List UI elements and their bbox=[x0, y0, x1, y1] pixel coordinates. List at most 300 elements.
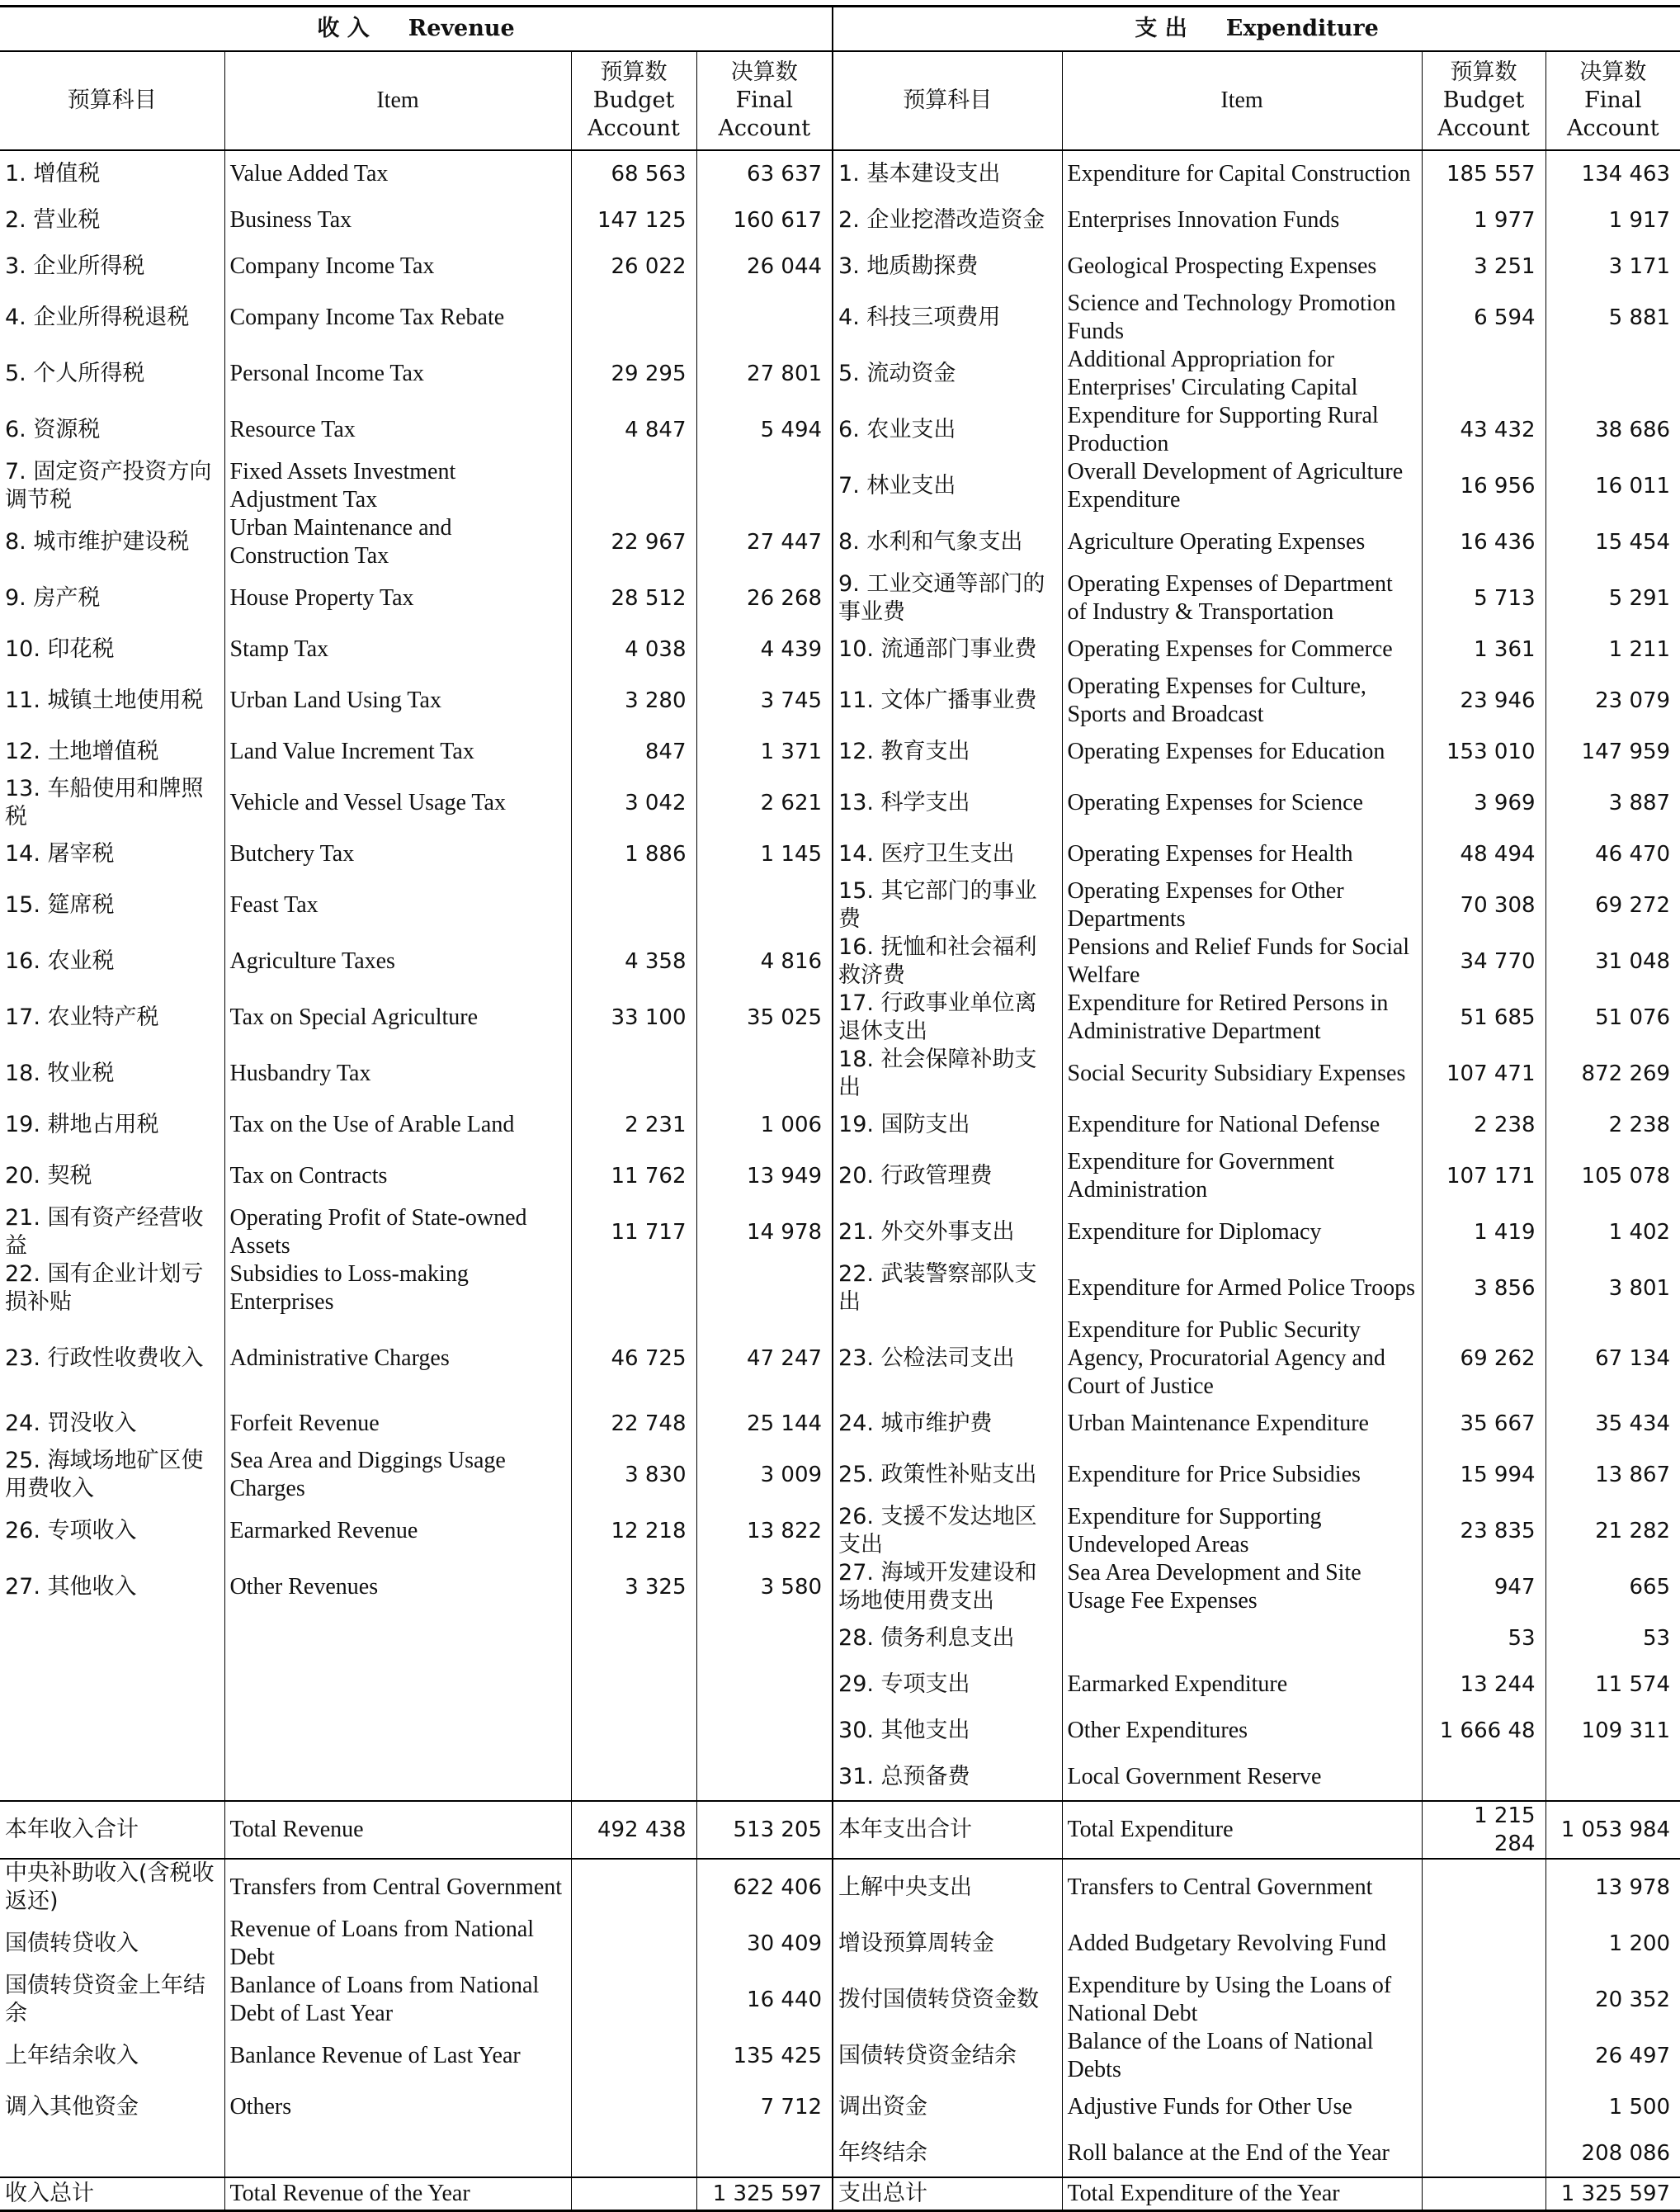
revenue-item-en: Feast Tax bbox=[224, 877, 571, 933]
expenditure-category-zh: 12. 教育支出 bbox=[833, 729, 1062, 775]
expenditure-budget-value: 16 436 bbox=[1422, 514, 1546, 570]
revenue-final-value: 160 617 bbox=[696, 197, 833, 243]
col-header-budget: 预算数 Budget Account bbox=[571, 51, 696, 150]
expenditure-final-value: 67 134 bbox=[1546, 1316, 1680, 1401]
revenue-final-value: 3 580 bbox=[696, 1559, 833, 1615]
expenditure-category-zh: 增设预算周转金 bbox=[833, 1916, 1062, 1972]
revenue-final-value: 26 044 bbox=[696, 243, 833, 290]
table-row bbox=[0, 243, 1680, 290]
revenue-category-zh bbox=[0, 1615, 224, 1661]
revenue-final-value: 4 816 bbox=[696, 933, 833, 990]
col-header-budget: 预算数 Budget Account bbox=[1422, 51, 1546, 150]
expenditure-final-value: 53 bbox=[1546, 1615, 1680, 1661]
revenue-category-zh: 26. 专项收入 bbox=[5, 1518, 137, 1543]
revenue-budget-value: 3 830 bbox=[571, 1447, 696, 1503]
revenue-item-en: Company Income Tax bbox=[224, 243, 571, 290]
revenue-item-en: Transfers from Central Government bbox=[224, 1859, 571, 1916]
expenditure-item-en: Expenditure for Retired Persons in Administrative Department bbox=[1062, 990, 1422, 1046]
expenditure-budget-value: 2 238 bbox=[1422, 1102, 1546, 1148]
expenditure-final-value: 20 352 bbox=[1546, 1972, 1680, 2028]
revenue-final-value bbox=[696, 1260, 833, 1316]
expenditure-category-zh: 拨付国债转贷资金数 bbox=[833, 1972, 1062, 2028]
revenue-budget-value: 4 358 bbox=[571, 933, 696, 990]
expenditure-item-en: Roll balance at the End of the Year bbox=[1062, 2130, 1422, 2177]
revenue-budget-value: 11 762 bbox=[571, 1148, 696, 1204]
expenditure-category-zh: 31. 总预备费 bbox=[833, 1754, 1062, 1801]
expenditure-category-zh: 24. 城市维护费 bbox=[833, 1401, 1062, 1447]
expenditure-category-zh: 23. 公检法司支出 bbox=[833, 1316, 1062, 1401]
revenue-final-value: 7 712 bbox=[696, 2084, 833, 2130]
revenue-category-zh bbox=[0, 2130, 224, 2177]
expenditure-category-zh: 15. 其它部门的事业费 bbox=[833, 877, 1062, 933]
revenue-budget-value bbox=[571, 1046, 696, 1102]
expenditure-item-en: Expenditure for Public Security Agency, Procuratorial Agency and Court of Justice bbox=[1062, 1316, 1422, 1401]
revenue-category-zh: 中央补助收入(含税收返还) bbox=[5, 1860, 215, 1914]
expenditure-final-value: 13 978 bbox=[1546, 1859, 1680, 1916]
expenditure-item-en: Expenditure for Capital Construction bbox=[1062, 150, 1422, 197]
expenditure-final-value: 109 311 bbox=[1546, 1708, 1680, 1754]
expenditure-final-value: 5 291 bbox=[1546, 570, 1680, 626]
revenue-final-value: 25 144 bbox=[696, 1401, 833, 1447]
expenditure-final-value: 208 086 bbox=[1546, 2130, 1680, 2177]
expenditure-item-en: Social Security Subsidiary Expenses bbox=[1062, 1046, 1422, 1102]
total-expenditure-final: 1 053 984 bbox=[1546, 1801, 1680, 1859]
revenue-category-zh bbox=[0, 1661, 224, 1708]
expenditure-budget-value: 51 685 bbox=[1422, 990, 1546, 1046]
revenue-final-value: 1 006 bbox=[696, 1102, 833, 1148]
revenue-final-value bbox=[696, 2130, 833, 2177]
revenue-final-value: 14 978 bbox=[696, 1204, 833, 1260]
table-row bbox=[0, 1046, 1680, 1102]
grand-revenue-final: 1 325 597 bbox=[696, 2177, 833, 2211]
expenditure-budget-value: 1 361 bbox=[1422, 626, 1546, 673]
revenue-budget-value: 3 280 bbox=[571, 673, 696, 729]
expenditure-item-en: Operating Expenses for Culture, Sports and Broadcast bbox=[1062, 673, 1422, 729]
table-row bbox=[0, 570, 1680, 626]
revenue-item-en: Stamp Tax bbox=[224, 626, 571, 673]
total-revenue-en: Total Revenue bbox=[224, 1801, 571, 1859]
revenue-category-zh: 5. 个人所得税 bbox=[5, 361, 145, 386]
revenue-budget-value bbox=[571, 1916, 696, 1972]
revenue-item-en: Personal Income Tax bbox=[224, 346, 571, 402]
revenue-final-value: 27 801 bbox=[696, 346, 833, 402]
expenditure-item-en: Added Budgetary Revolving Fund bbox=[1062, 1916, 1422, 1972]
revenue-budget-value bbox=[571, 1754, 696, 1801]
revenue-budget-value: 28 512 bbox=[571, 570, 696, 626]
revenue-category-zh: 11. 城镇土地使用税 bbox=[5, 688, 204, 713]
revenue-category-zh: 22. 国有企业计划亏损补贴 bbox=[5, 1261, 204, 1315]
revenue-final-value bbox=[696, 1754, 833, 1801]
expenditure-final-value: 51 076 bbox=[1546, 990, 1680, 1046]
revenue-category-zh: 3. 企业所得税 bbox=[5, 253, 145, 279]
expenditure-budget-value: 43 432 bbox=[1422, 402, 1546, 458]
expenditure-final-value: 3 887 bbox=[1546, 775, 1680, 831]
expenditure-budget-value: 107 471 bbox=[1422, 1046, 1546, 1102]
expenditure-final-value: 35 434 bbox=[1546, 1401, 1680, 1447]
expenditure-final-value: 1 211 bbox=[1546, 626, 1680, 673]
col-header-item: Item bbox=[224, 51, 571, 150]
expenditure-final-value: 1 917 bbox=[1546, 197, 1680, 243]
expenditure-budget-value: 23 835 bbox=[1422, 1503, 1546, 1559]
table-row bbox=[0, 1316, 1680, 1401]
expenditure-budget-value: 1 666 48 bbox=[1422, 1708, 1546, 1754]
expenditure-item-en: Enterprises Innovation Funds bbox=[1062, 197, 1422, 243]
revenue-category-zh: 23. 行政性收费收入 bbox=[5, 1345, 204, 1371]
expenditure-category-zh: 2. 企业挖潜改造资金 bbox=[833, 197, 1062, 243]
table-row bbox=[0, 1972, 1680, 2028]
revenue-item-en: Resource Tax bbox=[224, 402, 571, 458]
table-row bbox=[0, 673, 1680, 729]
expenditure-budget-value: 107 171 bbox=[1422, 1148, 1546, 1204]
revenue-item-en: Tax on Special Agriculture bbox=[224, 990, 571, 1046]
revenue-budget-value: 4 038 bbox=[571, 626, 696, 673]
budget-table bbox=[0, 5, 1680, 2212]
expenditure-final-value: 134 463 bbox=[1546, 150, 1680, 197]
revenue-budget-value: 29 295 bbox=[571, 346, 696, 402]
expenditure-category-zh: 16. 抚恤和社会福利救济费 bbox=[833, 933, 1062, 990]
table-row bbox=[0, 1401, 1680, 1447]
expenditure-category-zh: 27. 海域开发建设和场地使用费支出 bbox=[833, 1559, 1062, 1615]
expenditure-item-en: Operating Expenses for Health bbox=[1062, 831, 1422, 877]
expenditure-final-value: 11 574 bbox=[1546, 1661, 1680, 1708]
expenditure-item-en: Local Government Reserve bbox=[1062, 1754, 1422, 1801]
col-header-final: 决算数 Final Account bbox=[1546, 51, 1680, 150]
expenditure-final-value: 69 272 bbox=[1546, 877, 1680, 933]
expenditure-budget-value: 3 856 bbox=[1422, 1260, 1546, 1316]
expenditure-final-value: 1 200 bbox=[1546, 1916, 1680, 1972]
table-row bbox=[0, 290, 1680, 346]
revenue-section-title bbox=[0, 7, 833, 52]
expenditure-item-en: Adjustive Funds for Other Use bbox=[1062, 2084, 1422, 2130]
expenditure-section-title bbox=[833, 7, 1680, 52]
revenue-item-en: Forfeit Revenue bbox=[224, 1401, 571, 1447]
revenue-category-zh: 4. 企业所得税退税 bbox=[5, 305, 190, 330]
revenue-budget-value: 22 748 bbox=[571, 1401, 696, 1447]
table-row bbox=[0, 1447, 1680, 1503]
expenditure-item-en: Sea Area Development and Site Usage Fee Expenses bbox=[1062, 1559, 1422, 1615]
expenditure-item-en: Operating Expenses for Other Departments bbox=[1062, 877, 1422, 933]
revenue-category-zh: 13. 车船使用和牌照税 bbox=[5, 776, 204, 830]
expenditure-final-value: 26 497 bbox=[1546, 2028, 1680, 2084]
revenue-budget-value: 147 125 bbox=[571, 197, 696, 243]
revenue-final-value: 13 822 bbox=[696, 1503, 833, 1559]
revenue-budget-value: 46 725 bbox=[571, 1316, 696, 1401]
expenditure-category-zh: 年终结余 bbox=[833, 2130, 1062, 2177]
col-header-final: 决算数 Final Account bbox=[696, 51, 833, 150]
revenue-final-value bbox=[696, 1046, 833, 1102]
table-row bbox=[0, 458, 1680, 514]
col-header-budget-item: 预算科目 bbox=[0, 51, 224, 150]
revenue-budget-value bbox=[571, 1859, 696, 1916]
expenditure-budget-value: 153 010 bbox=[1422, 729, 1546, 775]
revenue-category-zh: 12. 土地增值税 bbox=[5, 739, 159, 764]
expenditure-budget-value bbox=[1422, 2028, 1546, 2084]
revenue-category-zh: 上年结余收入 bbox=[5, 2043, 139, 2068]
revenue-category-zh: 2. 营业税 bbox=[5, 207, 101, 233]
table-row bbox=[0, 1754, 1680, 1801]
expenditure-category-zh: 20. 行政管理费 bbox=[833, 1148, 1062, 1204]
expenditure-category-zh: 上解中央支出 bbox=[833, 1859, 1062, 1916]
revenue-item-en: Husbandry Tax bbox=[224, 1046, 571, 1102]
expenditure-category-zh: 30. 其他支出 bbox=[833, 1708, 1062, 1754]
expenditure-budget-value: 6 594 bbox=[1422, 290, 1546, 346]
expenditure-item-en: Expenditure for Price Subsidies bbox=[1062, 1447, 1422, 1503]
revenue-item-en: Subsidies to Loss-making Enterprises bbox=[224, 1260, 571, 1316]
expenditure-final-value: 872 269 bbox=[1546, 1046, 1680, 1102]
expenditure-final-value bbox=[1546, 346, 1680, 402]
revenue-budget-value: 22 967 bbox=[571, 514, 696, 570]
expenditure-final-value: 16 011 bbox=[1546, 458, 1680, 514]
expenditure-item-en: Balance of the Loans of National Debts bbox=[1062, 2028, 1422, 2084]
expenditure-category-zh: 8. 水利和气象支出 bbox=[833, 514, 1062, 570]
revenue-final-value: 16 440 bbox=[696, 1972, 833, 2028]
revenue-category-zh: 18. 牧业税 bbox=[5, 1061, 115, 1086]
expenditure-budget-value bbox=[1422, 2084, 1546, 2130]
expenditure-budget-value: 947 bbox=[1422, 1559, 1546, 1615]
table-row bbox=[0, 2130, 1680, 2177]
col-header-item: Item bbox=[1062, 51, 1422, 150]
revenue-budget-value: 11 717 bbox=[571, 1204, 696, 1260]
revenue-category-zh: 19. 耕地占用税 bbox=[5, 1112, 159, 1137]
revenue-item-en: Value Added Tax bbox=[224, 150, 571, 197]
expenditure-category-zh: 7. 林业支出 bbox=[833, 458, 1062, 514]
revenue-category-zh: 国债转贷收入 bbox=[5, 1931, 139, 1956]
total-expenditure-zh: 本年支出合计 bbox=[833, 1801, 1062, 1859]
expenditure-category-zh: 6. 农业支出 bbox=[833, 402, 1062, 458]
revenue-item-en: Tax on the Use of Arable Land bbox=[224, 1102, 571, 1148]
revenue-item-en bbox=[224, 2130, 571, 2177]
expenditure-category-zh: 11. 文体广播事业费 bbox=[833, 673, 1062, 729]
expenditure-category-zh: 21. 外交外事支出 bbox=[833, 1204, 1062, 1260]
expenditure-final-value: 1 402 bbox=[1546, 1204, 1680, 1260]
grand-revenue-en: Total Revenue of the Year bbox=[224, 2177, 571, 2211]
table-row bbox=[0, 1615, 1680, 1661]
revenue-final-value bbox=[696, 1708, 833, 1754]
expenditure-budget-value bbox=[1422, 1859, 1546, 1916]
expenditure-budget-value: 1 977 bbox=[1422, 197, 1546, 243]
expenditure-budget-value: 15 994 bbox=[1422, 1447, 1546, 1503]
expenditure-category-zh: 国债转贷资金结余 bbox=[833, 2028, 1062, 2084]
revenue-budget-value bbox=[571, 2028, 696, 2084]
expenditure-item-en: Expenditure for National Defense bbox=[1062, 1102, 1422, 1148]
revenue-item-en: Administrative Charges bbox=[224, 1316, 571, 1401]
grand-total-row bbox=[0, 2177, 1680, 2211]
revenue-budget-value bbox=[571, 1260, 696, 1316]
expenditure-budget-value bbox=[1422, 346, 1546, 402]
revenue-item-en: Urban Land Using Tax bbox=[224, 673, 571, 729]
expenditure-budget-value: 3 969 bbox=[1422, 775, 1546, 831]
revenue-item-en bbox=[224, 1708, 571, 1754]
expenditure-budget-value: 5 713 bbox=[1422, 570, 1546, 626]
revenue-final-value: 30 409 bbox=[696, 1916, 833, 1972]
expenditure-category-zh: 22. 武装警察部队支出 bbox=[833, 1260, 1062, 1316]
table-row bbox=[0, 1148, 1680, 1204]
revenue-item-en: Earmarked Revenue bbox=[224, 1503, 571, 1559]
revenue-item-en: Revenue of Loans from National Debt bbox=[224, 1916, 571, 1972]
revenue-final-value: 3 745 bbox=[696, 673, 833, 729]
expenditure-final-value: 2 238 bbox=[1546, 1102, 1680, 1148]
grand-expenditure-zh: 支出总计 bbox=[833, 2177, 1062, 2211]
revenue-budget-value bbox=[571, 1661, 696, 1708]
revenue-final-value: 1 371 bbox=[696, 729, 833, 775]
table-row bbox=[0, 1204, 1680, 1260]
expenditure-final-value: 3 171 bbox=[1546, 243, 1680, 290]
revenue-title-zh: 收 入 bbox=[317, 16, 370, 41]
expenditure-budget-value: 34 770 bbox=[1422, 933, 1546, 990]
table-row bbox=[0, 729, 1680, 775]
table-row bbox=[0, 775, 1680, 831]
revenue-category-zh: 1. 增值税 bbox=[5, 161, 101, 187]
revenue-budget-value bbox=[571, 2084, 696, 2130]
expenditure-final-value: 13 867 bbox=[1546, 1447, 1680, 1503]
revenue-item-en: Urban Maintenance and Construction Tax bbox=[224, 514, 571, 570]
expenditure-final-value: 1 500 bbox=[1546, 2084, 1680, 2130]
revenue-title-en: Revenue bbox=[408, 16, 515, 41]
revenue-budget-value: 12 218 bbox=[571, 1503, 696, 1559]
expenditure-final-value: 3 801 bbox=[1546, 1260, 1680, 1316]
expenditure-item-en: Expenditure by Using the Loans of National Debt bbox=[1062, 1972, 1422, 2028]
revenue-final-value: 2 621 bbox=[696, 775, 833, 831]
expenditure-final-value: 31 048 bbox=[1546, 933, 1680, 990]
revenue-budget-value: 2 231 bbox=[571, 1102, 696, 1148]
expenditure-item-en: Agriculture Operating Expenses bbox=[1062, 514, 1422, 570]
expenditure-item-en: Expenditure for Armed Police Troops bbox=[1062, 1260, 1422, 1316]
totals-row bbox=[0, 1801, 1680, 1859]
expenditure-category-zh: 19. 国防支出 bbox=[833, 1102, 1062, 1148]
revenue-category-zh: 6. 资源税 bbox=[5, 417, 101, 442]
expenditure-final-value: 15 454 bbox=[1546, 514, 1680, 570]
expenditure-category-zh: 29. 专项支出 bbox=[833, 1661, 1062, 1708]
expenditure-item-en: Additional Appropriation for Enterprises' Circulating Capital bbox=[1062, 346, 1422, 402]
expenditure-budget-value: 48 494 bbox=[1422, 831, 1546, 877]
revenue-final-value: 35 025 bbox=[696, 990, 833, 1046]
section-header-row bbox=[0, 7, 1680, 52]
expenditure-item-en: Urban Maintenance Expenditure bbox=[1062, 1401, 1422, 1447]
expenditure-item-en: Geological Prospecting Expenses bbox=[1062, 243, 1422, 290]
expenditure-title-zh: 支 出 bbox=[1135, 16, 1187, 41]
expenditure-category-zh: 13. 科学支出 bbox=[833, 775, 1062, 831]
expenditure-item-en: Expenditure for Supporting Undeveloped Areas bbox=[1062, 1503, 1422, 1559]
expenditure-budget-value: 3 251 bbox=[1422, 243, 1546, 290]
expenditure-final-value: 5 881 bbox=[1546, 290, 1680, 346]
revenue-item-en: Company Income Tax Rebate bbox=[224, 290, 571, 346]
expenditure-category-zh: 26. 支援不发达地区支出 bbox=[833, 1503, 1062, 1559]
expenditure-budget-value: 35 667 bbox=[1422, 1401, 1546, 1447]
expenditure-category-zh: 18. 社会保障补助支出 bbox=[833, 1046, 1062, 1102]
total-expenditure-budget: 1 215 284 bbox=[1422, 1801, 1546, 1859]
table-row bbox=[0, 1916, 1680, 1972]
revenue-budget-value: 1 886 bbox=[571, 831, 696, 877]
revenue-item-en bbox=[224, 1754, 571, 1801]
expenditure-final-value: 38 686 bbox=[1546, 402, 1680, 458]
expenditure-final-value: 105 078 bbox=[1546, 1148, 1680, 1204]
grand-revenue-budget bbox=[571, 2177, 696, 2211]
expenditure-budget-value: 69 262 bbox=[1422, 1316, 1546, 1401]
expenditure-item-en: Operating Expenses for Commerce bbox=[1062, 626, 1422, 673]
revenue-final-value: 1 145 bbox=[696, 831, 833, 877]
revenue-item-en: Land Value Increment Tax bbox=[224, 729, 571, 775]
grand-expenditure-final: 1 325 597 bbox=[1546, 2177, 1680, 2211]
revenue-item-en: Banlance of Loans from National Debt of Last Year bbox=[224, 1972, 571, 2028]
table-row bbox=[0, 877, 1680, 933]
expenditure-category-zh: 调出资金 bbox=[833, 2084, 1062, 2130]
expenditure-budget-value: 53 bbox=[1422, 1615, 1546, 1661]
col-header-budget-item: 预算科目 bbox=[833, 51, 1062, 150]
expenditure-category-zh: 28. 债务利息支出 bbox=[833, 1615, 1062, 1661]
revenue-item-en: Agriculture Taxes bbox=[224, 933, 571, 990]
expenditure-budget-value: 16 956 bbox=[1422, 458, 1546, 514]
expenditure-budget-value bbox=[1422, 1754, 1546, 1801]
expenditure-final-value: 665 bbox=[1546, 1559, 1680, 1615]
expenditure-budget-value bbox=[1422, 1916, 1546, 1972]
revenue-final-value: 13 949 bbox=[696, 1148, 833, 1204]
revenue-category-zh: 20. 契税 bbox=[5, 1163, 92, 1189]
table-row bbox=[0, 626, 1680, 673]
revenue-final-value bbox=[696, 458, 833, 514]
expenditure-category-zh: 14. 医疗卫生支出 bbox=[833, 831, 1062, 877]
expenditure-budget-value bbox=[1422, 1972, 1546, 2028]
expenditure-item-en: Other Expenditures bbox=[1062, 1708, 1422, 1754]
revenue-category-zh: 9. 房产税 bbox=[5, 585, 101, 611]
total-expenditure-en: Total Expenditure bbox=[1062, 1801, 1422, 1859]
revenue-category-zh bbox=[0, 1754, 224, 1801]
expenditure-final-value: 21 282 bbox=[1546, 1503, 1680, 1559]
expenditure-category-zh: 1. 基本建设支出 bbox=[833, 150, 1062, 197]
table-row bbox=[0, 831, 1680, 877]
column-header-row bbox=[0, 51, 1680, 150]
table-row bbox=[0, 197, 1680, 243]
expenditure-budget-value bbox=[1422, 2130, 1546, 2177]
table-row bbox=[0, 2028, 1680, 2084]
expenditure-category-zh: 4. 科技三项费用 bbox=[833, 290, 1062, 346]
revenue-item-en: Tax on Contracts bbox=[224, 1148, 571, 1204]
total-revenue-budget: 492 438 bbox=[571, 1801, 696, 1859]
revenue-final-value bbox=[696, 1661, 833, 1708]
expenditure-final-value bbox=[1546, 1754, 1680, 1801]
revenue-final-value: 26 268 bbox=[696, 570, 833, 626]
grand-expenditure-budget bbox=[1422, 2177, 1546, 2211]
revenue-item-en: Other Revenues bbox=[224, 1559, 571, 1615]
expenditure-item-en: Science and Technology Promotion Funds bbox=[1062, 290, 1422, 346]
revenue-final-value bbox=[696, 290, 833, 346]
expenditure-item-en: Transfers to Central Government bbox=[1062, 1859, 1422, 1916]
expenditure-item-en: Operating Expenses for Education bbox=[1062, 729, 1422, 775]
table-row bbox=[0, 990, 1680, 1046]
total-revenue-final: 513 205 bbox=[696, 1801, 833, 1859]
revenue-final-value: 5 494 bbox=[696, 402, 833, 458]
revenue-category-zh: 7. 固定资产投资方向调节税 bbox=[5, 459, 212, 513]
revenue-final-value: 622 406 bbox=[696, 1859, 833, 1916]
table-row bbox=[0, 514, 1680, 570]
revenue-category-zh: 调入其他资金 bbox=[5, 2094, 139, 2120]
revenue-final-value bbox=[696, 877, 833, 933]
revenue-final-value: 27 447 bbox=[696, 514, 833, 570]
expenditure-budget-value: 23 946 bbox=[1422, 673, 1546, 729]
expenditure-final-value: 23 079 bbox=[1546, 673, 1680, 729]
table-row bbox=[0, 1661, 1680, 1708]
revenue-budget-value: 26 022 bbox=[571, 243, 696, 290]
revenue-item-en bbox=[224, 1615, 571, 1661]
revenue-item-en: House Property Tax bbox=[224, 570, 571, 626]
revenue-category-zh: 24. 罚没收入 bbox=[5, 1411, 137, 1436]
expenditure-budget-value: 1 419 bbox=[1422, 1204, 1546, 1260]
revenue-category-zh: 10. 印花税 bbox=[5, 636, 115, 662]
expenditure-item-en: Expenditure for Diplomacy bbox=[1062, 1204, 1422, 1260]
revenue-final-value: 63 637 bbox=[696, 150, 833, 197]
revenue-budget-value bbox=[571, 2130, 696, 2177]
expenditure-category-zh: 25. 政策性补贴支出 bbox=[833, 1447, 1062, 1503]
revenue-item-en bbox=[224, 1661, 571, 1708]
